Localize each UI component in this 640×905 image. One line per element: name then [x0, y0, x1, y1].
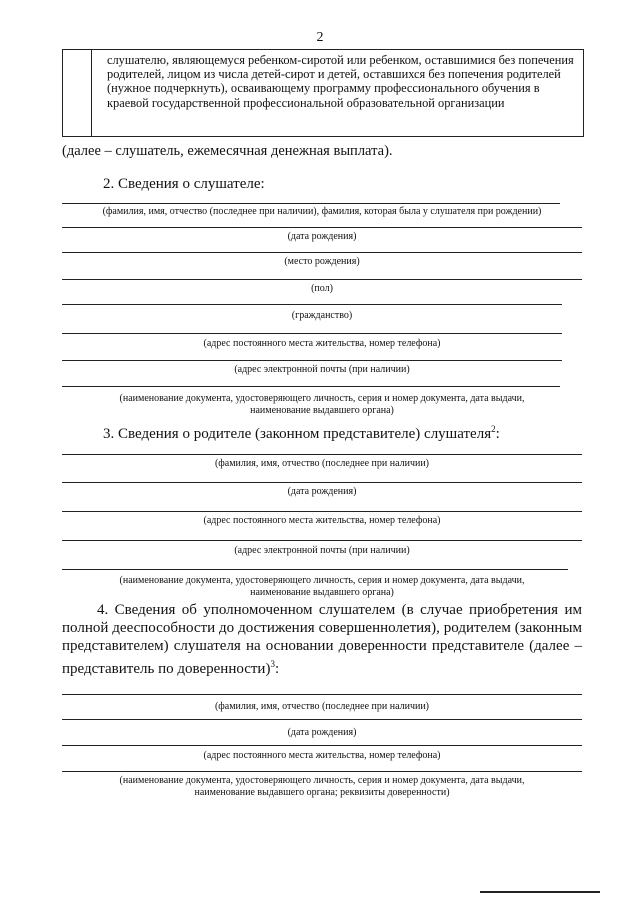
field-caption: (пол) — [311, 283, 333, 294]
field-line — [62, 540, 582, 541]
section4-paragraph — [62, 601, 582, 678]
field-line — [62, 771, 582, 772]
field-line — [62, 569, 568, 570]
section2-heading: 2. Сведения о слушателе: — [103, 176, 265, 192]
field-caption: (дата рождения) — [287, 727, 357, 738]
field-caption: (адрес постоянного места жительства, номер телефона) — [203, 338, 441, 349]
field-line — [62, 482, 582, 483]
field-caption: (фамилия, имя, отчество (последнее при наличии) — [214, 458, 430, 469]
section3-heading — [103, 424, 500, 443]
field-line — [62, 279, 582, 280]
field-line — [62, 511, 582, 512]
field-line — [62, 454, 582, 455]
field-caption: (дата рождения) — [287, 231, 357, 242]
field-caption: (гражданство) — [291, 310, 353, 321]
field-line — [62, 333, 562, 334]
section4-colon: : — [274, 661, 280, 677]
table-box-text: слушателю, являющемуся ребенком-сиротой или ребенком, оставшимися без попечения родителей, лицом из числа детей-сирот и детей, оставшихся без попечения родителей (нужное подчеркнуть), осваивающему программу профессионального обучения в краевой государственной профессиональной образовательной организации — [107, 53, 574, 110]
field-caption: (адрес электронной почты (при наличии) — [234, 364, 410, 375]
field-line — [62, 694, 582, 695]
field-line — [62, 227, 582, 228]
bottom-rule — [480, 891, 600, 893]
continuation-text: (далее – слушатель, ежемесячная денежная выплата). — [62, 143, 393, 159]
section3-heading-colon: : — [495, 426, 500, 442]
field-caption: (наименование документа, удостоверяющего личность, серия и номер документа, дата выдачи, наименование выдавшего органа; реквизиты доверенности) — [119, 775, 525, 798]
field-line — [62, 360, 562, 361]
field-caption: (адрес электронной почты (при наличии) — [234, 545, 410, 556]
field-caption: (адрес постоянного места жительства, номер телефона) — [203, 750, 441, 761]
page-number: 2 — [316, 30, 324, 45]
table-box — [62, 49, 584, 137]
field-line — [62, 386, 560, 387]
field-line — [62, 304, 562, 305]
section3-heading-text: 3. Сведения о родителе (законном представителе) слушателя — [103, 426, 492, 442]
field-line — [62, 719, 582, 720]
table-column-divider — [91, 50, 92, 136]
field-caption: (дата рождения) — [287, 486, 357, 497]
field-caption: (фамилия, имя, отчество (последнее при наличии), фамилия, которая была у слушателя при рождении) — [102, 206, 542, 217]
field-caption: (наименование документа, удостоверяющего личность, серия и номер документа, дата выдачи, наименование выдавшего органа) — [119, 575, 525, 598]
footnote-ref-2: 2 — [491, 424, 496, 434]
field-line — [62, 203, 560, 204]
section4-text: 4. Сведения об уполномоченном слушателем (в случае приобретения им полной дееспособности до достижения совершеннолетия), родителем (законным представителем) слушателя на основании доверенности представителе (далее – представитель по доверенности) — [62, 602, 582, 677]
field-caption: (адрес постоянного места жительства, номер телефона) — [203, 515, 441, 526]
field-line — [62, 252, 582, 253]
field-caption: (фамилия, имя, отчество (последнее при наличии) — [214, 701, 430, 712]
field-caption: (наименование документа, удостоверяющего личность, серия и номер документа, дата выдачи, наименование выдавшего органа) — [119, 393, 525, 416]
field-caption: (место рождения) — [284, 256, 360, 267]
field-line — [62, 745, 582, 746]
footnote-ref-3: 3 — [270, 659, 275, 669]
